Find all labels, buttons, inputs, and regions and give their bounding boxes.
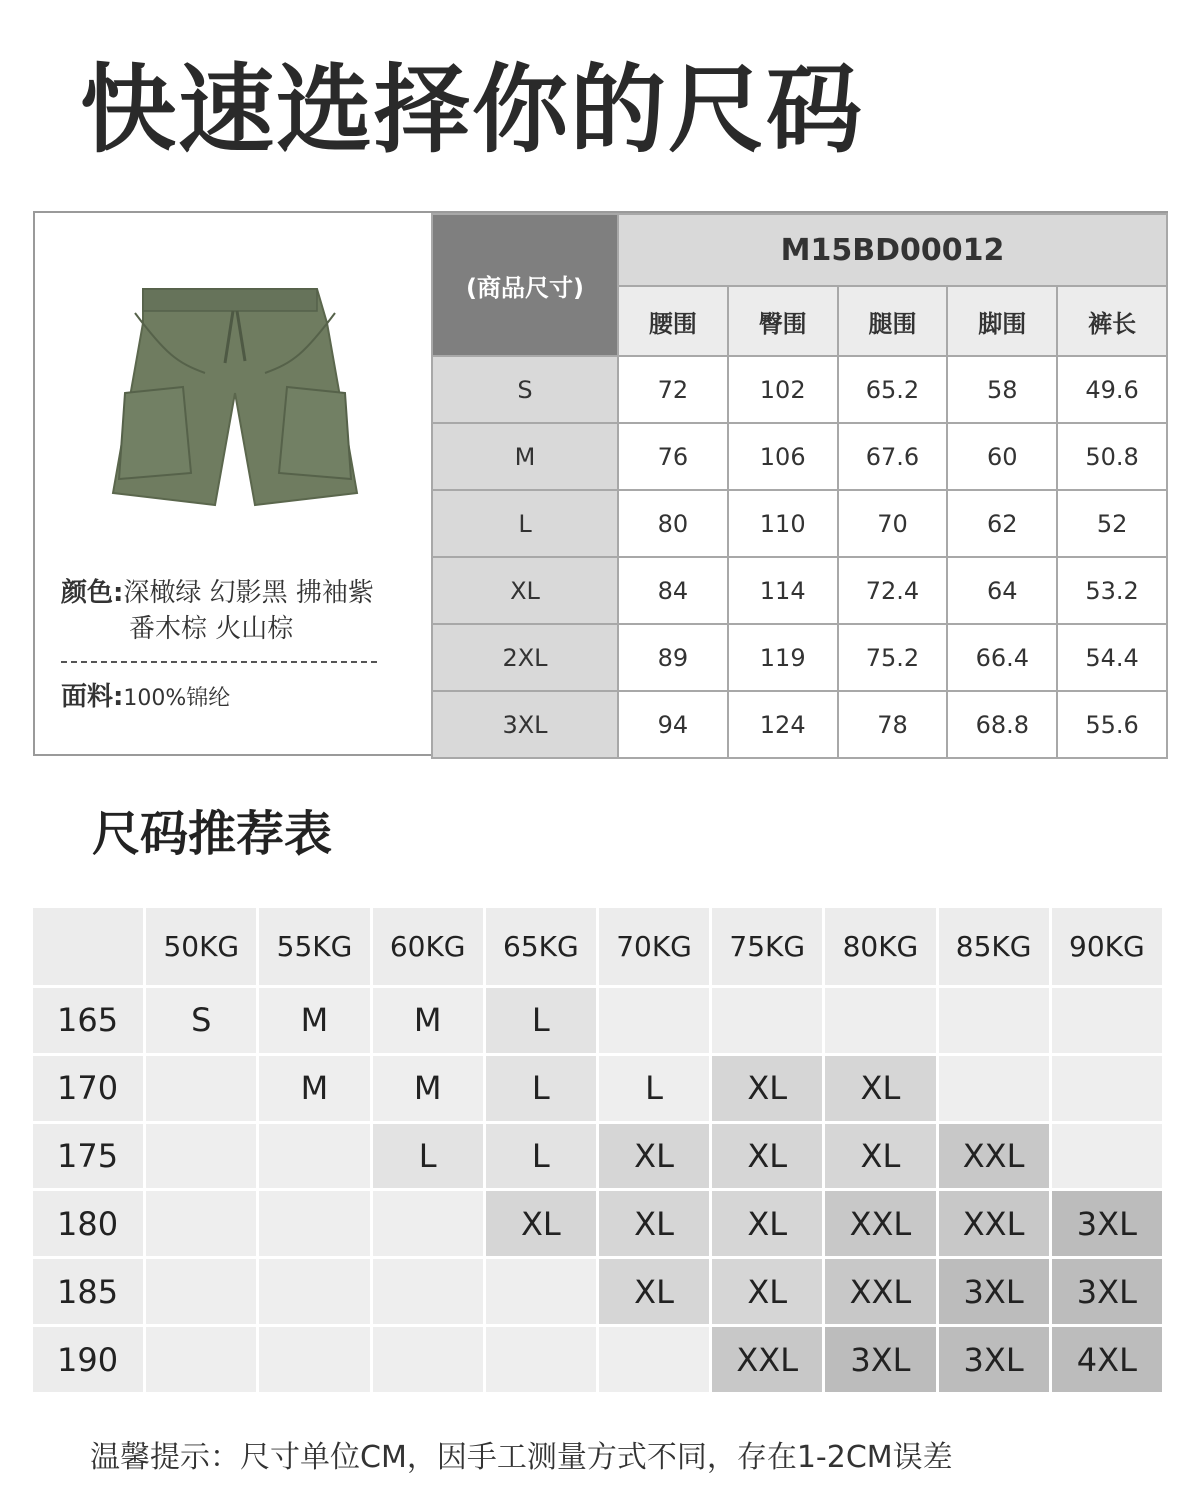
spec-value-cell: 70: [838, 490, 948, 557]
spec-row: [432, 356, 1167, 423]
spec-value-cell: 102: [728, 356, 838, 423]
recommended-size-cell: XL: [599, 1124, 709, 1189]
colors-line-2: 番木棕 火山棕: [129, 614, 294, 644]
recommended-size-cell: L: [486, 1124, 596, 1189]
spec-column-header: 臀围: [728, 286, 838, 356]
recommended-size-cell: M: [259, 1056, 369, 1121]
recommended-size-cell: L: [486, 1056, 596, 1121]
recommend-row: [33, 1056, 1162, 1121]
spec-value-cell: 94: [618, 691, 728, 758]
recommended-size-cell: XXL: [825, 1191, 935, 1256]
recommended-size-cell: [146, 1259, 256, 1324]
spec-value-cell: 78: [838, 691, 948, 758]
size-spec-section: [33, 211, 1168, 756]
page-title: 快速选择你的尺码: [80, 54, 864, 166]
color-label: 颜色:: [61, 578, 124, 608]
spec-size-cell: 2XL: [432, 624, 618, 691]
measurement-note: 温馨提示：尺寸单位CM，因手工测量方式不同，存在1-2CM误差: [90, 1440, 953, 1475]
weight-header-cell: 50KG: [146, 908, 256, 985]
spec-value-cell: 84: [618, 557, 728, 624]
spec-row: [432, 490, 1167, 557]
spec-value-cell: 50.8: [1057, 423, 1167, 490]
colors-line-1: 深橄绿 幻影黑 拂袖紫: [123, 578, 374, 608]
recommended-size-cell: 3XL: [939, 1327, 1049, 1392]
weight-header-cell: 55KG: [259, 908, 369, 985]
recommended-size-cell: [373, 1259, 483, 1324]
recommended-size-cell: [1052, 988, 1162, 1053]
recommended-size-cell: XXL: [825, 1259, 935, 1324]
spec-value-cell: 66.4: [947, 624, 1057, 691]
recommended-size-cell: 3XL: [825, 1327, 935, 1392]
spec-size-cell: XL: [432, 557, 618, 624]
recommended-size-cell: S: [146, 988, 256, 1053]
weight-header-cell: 75KG: [712, 908, 822, 985]
spec-value-cell: 106: [728, 423, 838, 490]
recommended-size-cell: 4XL: [1052, 1327, 1162, 1392]
spec-size-cell: 3XL: [432, 691, 618, 758]
recommended-size-cell: M: [259, 988, 369, 1053]
spec-size-cell: M: [432, 423, 618, 490]
weight-header-cell: 65KG: [486, 908, 596, 985]
recommended-size-cell: [486, 1259, 596, 1324]
recommended-size-cell: [825, 988, 935, 1053]
weight-header-cell: 60KG: [373, 908, 483, 985]
spec-column-header: 脚围: [947, 286, 1057, 356]
spec-value-cell: 72: [618, 356, 728, 423]
height-cell: 165: [33, 988, 143, 1053]
spec-corner-label: (商品尺寸): [432, 214, 618, 356]
weight-header-cell: 80KG: [825, 908, 935, 985]
height-cell: 190: [33, 1327, 143, 1392]
recommended-size-cell: [146, 1056, 256, 1121]
recommended-size-cell: [259, 1124, 369, 1189]
recommended-size-cell: XL: [712, 1124, 822, 1189]
height-cell: 180: [33, 1191, 143, 1256]
recommended-size-cell: [259, 1191, 369, 1256]
recommended-size-cell: XL: [599, 1259, 709, 1324]
recommended-size-cell: XL: [599, 1191, 709, 1256]
spec-value-cell: 58: [947, 356, 1057, 423]
spec-value-cell: 114: [728, 557, 838, 624]
spec-value-cell: 64: [947, 557, 1057, 624]
recommended-size-cell: [259, 1327, 369, 1392]
spec-value-cell: 75.2: [838, 624, 948, 691]
fabric-value: 100%锦纶: [123, 686, 231, 711]
product-fabric: [61, 679, 230, 717]
spec-column-header: 裤长: [1057, 286, 1167, 356]
spec-value-cell: 76: [618, 423, 728, 490]
spec-value-cell: 54.4: [1057, 624, 1167, 691]
recommended-size-cell: 3XL: [939, 1259, 1049, 1324]
recommended-size-cell: [1052, 1056, 1162, 1121]
size-spec-table: [431, 213, 1168, 759]
recommend-corner-cell: [33, 908, 143, 985]
spec-value-cell: 124: [728, 691, 838, 758]
recommended-size-cell: L: [486, 988, 596, 1053]
recommended-size-cell: [712, 988, 822, 1053]
height-cell: 185: [33, 1259, 143, 1324]
height-cell: 170: [33, 1056, 143, 1121]
recommended-size-cell: XL: [486, 1191, 596, 1256]
recommended-size-cell: M: [373, 988, 483, 1053]
recommended-size-cell: XXL: [939, 1191, 1049, 1256]
spec-value-cell: 53.2: [1057, 557, 1167, 624]
recommended-size-cell: [486, 1327, 596, 1392]
recommended-size-cell: 3XL: [1052, 1259, 1162, 1324]
spec-row: [432, 557, 1167, 624]
recommended-size-cell: XL: [825, 1124, 935, 1189]
spec-column-header: 腿围: [838, 286, 948, 356]
spec-value-cell: 52: [1057, 490, 1167, 557]
spec-size-cell: L: [432, 490, 618, 557]
recommended-size-cell: L: [373, 1124, 483, 1189]
size-recommend-table: [30, 905, 1165, 1395]
spec-value-cell: 119: [728, 624, 838, 691]
recommended-size-cell: [373, 1191, 483, 1256]
spec-value-cell: 65.2: [838, 356, 948, 423]
dashed-divider: [61, 661, 377, 663]
fabric-label: 面料:: [61, 682, 124, 712]
product-colors: [61, 575, 421, 647]
recommended-size-cell: XL: [825, 1056, 935, 1121]
recommended-size-cell: [146, 1327, 256, 1392]
spec-value-cell: 67.6: [838, 423, 948, 490]
spec-row: [432, 423, 1167, 490]
recommended-size-cell: M: [373, 1056, 483, 1121]
spec-value-cell: 72.4: [838, 557, 948, 624]
recommended-size-cell: XL: [712, 1191, 822, 1256]
spec-value-cell: 60: [947, 423, 1057, 490]
spec-value-cell: 110: [728, 490, 838, 557]
recommended-size-cell: [146, 1191, 256, 1256]
model-number: M15BD00012: [618, 214, 1167, 286]
spec-value-cell: 89: [618, 624, 728, 691]
weight-header-cell: 85KG: [939, 908, 1049, 985]
height-cell: 175: [33, 1124, 143, 1189]
recommended-size-cell: XXL: [939, 1124, 1049, 1189]
recommend-row: [33, 988, 1162, 1053]
spec-value-cell: 55.6: [1057, 691, 1167, 758]
recommend-row: [33, 1327, 1162, 1392]
recommended-size-cell: [146, 1124, 256, 1189]
recommend-row: [33, 1124, 1162, 1189]
recommend-row: [33, 1191, 1162, 1256]
spec-value-cell: 68.8: [947, 691, 1057, 758]
recommended-size-cell: [599, 1327, 709, 1392]
recommended-size-cell: L: [599, 1056, 709, 1121]
spec-row: [432, 691, 1167, 758]
recommended-size-cell: XL: [712, 1259, 822, 1324]
recommended-size-cell: XXL: [712, 1327, 822, 1392]
spec-column-header: 腰围: [618, 286, 728, 356]
recommended-size-cell: [259, 1259, 369, 1324]
recommended-size-cell: [939, 988, 1049, 1053]
spec-value-cell: 80: [618, 490, 728, 557]
weight-header-cell: 70KG: [599, 908, 709, 985]
weight-header-cell: 90KG: [1052, 908, 1162, 985]
recommended-size-cell: [599, 988, 709, 1053]
shorts-product-image: [105, 283, 365, 513]
recommended-size-cell: [939, 1056, 1049, 1121]
product-panel: [35, 213, 433, 754]
recommend-row: [33, 1259, 1162, 1324]
spec-value-cell: 49.6: [1057, 356, 1167, 423]
recommended-size-cell: [373, 1327, 483, 1392]
recommended-size-cell: 3XL: [1052, 1191, 1162, 1256]
spec-size-cell: S: [432, 356, 618, 423]
spec-value-cell: 62: [947, 490, 1057, 557]
spec-row: [432, 624, 1167, 691]
recommended-size-cell: [1052, 1124, 1162, 1189]
recommended-size-cell: XL: [712, 1056, 822, 1121]
recommend-title: 尺码推荐表: [92, 806, 333, 862]
